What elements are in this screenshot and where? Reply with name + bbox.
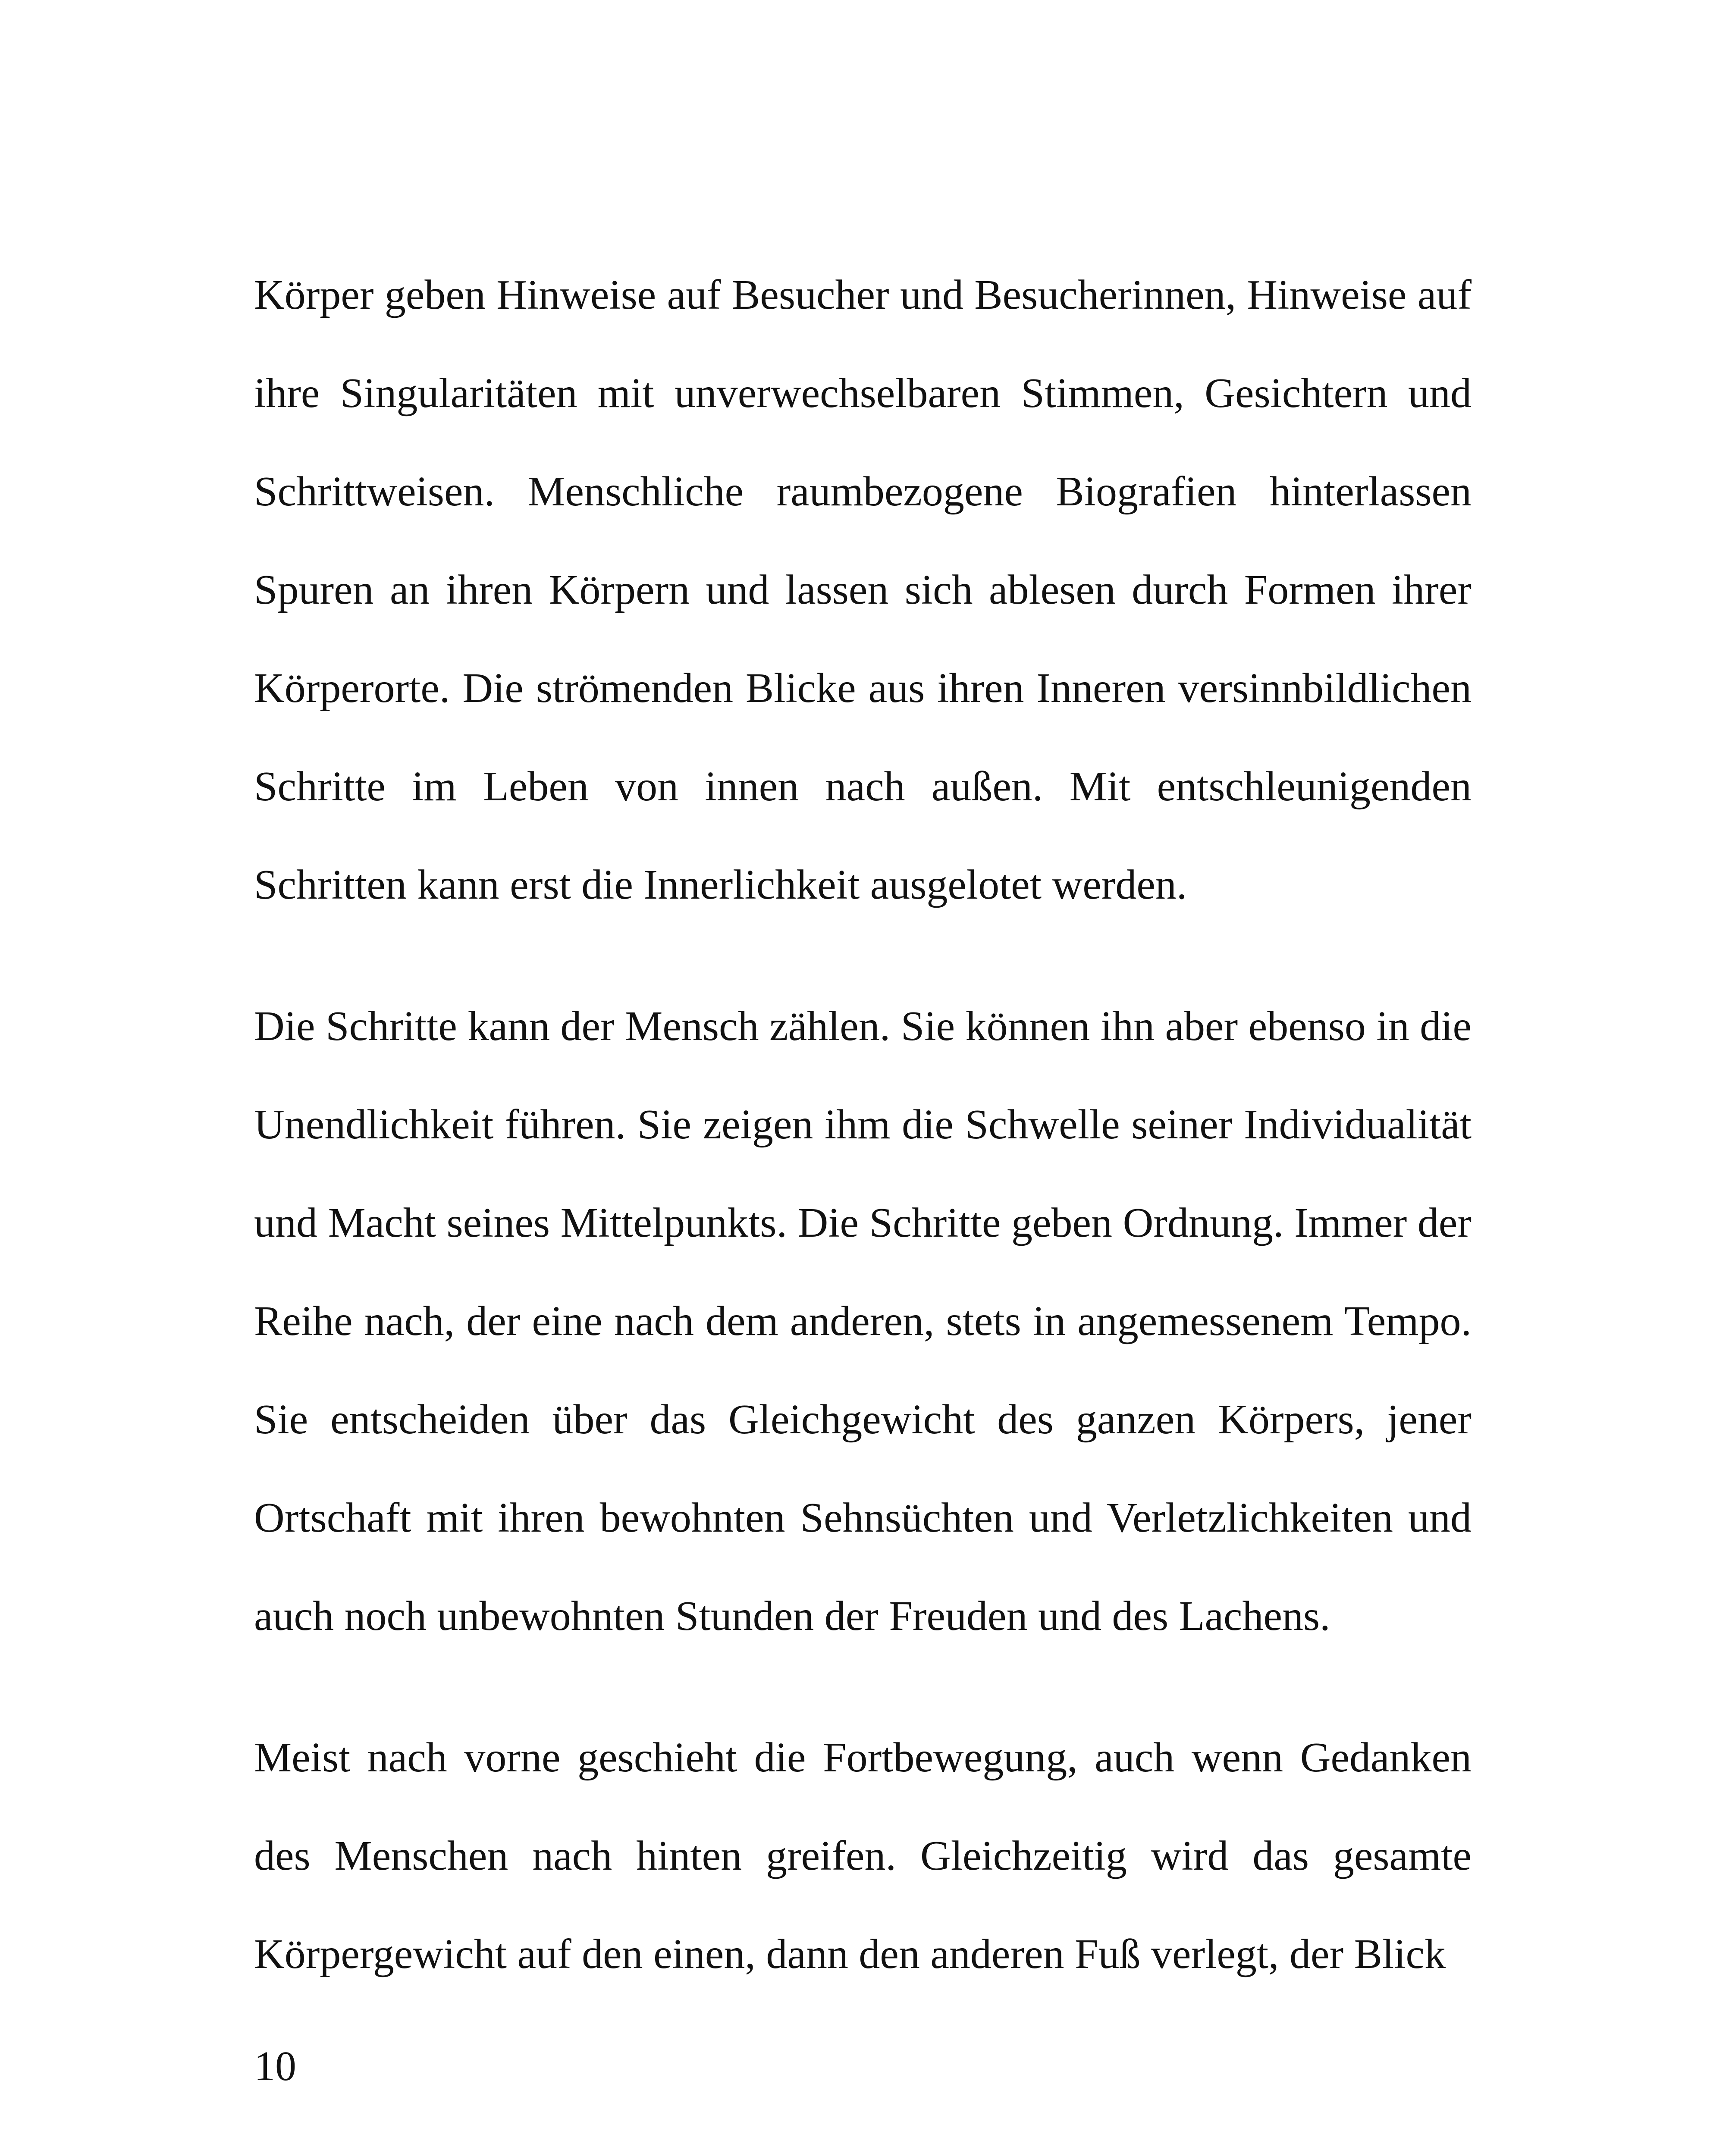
page-number: 10	[254, 2043, 296, 2090]
paragraph-3: Meist nach vorne geschieht die Fortbewegung, auch wenn Gedanken des Menschen nach hinten greifen. Gleichzeitig wird das gesamte Körpergewicht auf den einen, dann den anderen Fuß verlegt, der Blick	[254, 1734, 1472, 1977]
body-text	[254, 246, 1472, 2003]
paragraph-1: Körper geben Hinweise auf Besucher und Besucherinnen, Hinweise auf ihre Singularitäten mit unverwechselbaren Stimmen, Gesichtern und Schrittweisen. Menschliche raumbezogene Biografien hinterlassen Spuren an ihren Körpern und lassen sich ablesen durch Formen ihrer Körperorte. Die strömenden Blicke aus ihren Inneren versinnbildlichen Schritte im Leben von innen nach außen. Mit entschleunigenden Schritten kann erst die Innerlichkeit ausgelotet werden.	[254, 272, 1472, 908]
paragraph-2: Die Schritte kann der Mensch zählen. Sie können ihn aber ebenso in die Unendlichkeit führen. Sie zeigen ihm die Schwelle seiner Individualität und Macht seines Mittelpunkts. Die Schritte geben Ordnung. Immer der Reihe nach, der eine nach dem anderen, stets in angemessenem Tempo. Sie entscheiden über das Gleichgewicht des ganzen Körpers, jener Ortschaft mit ihren bewohnten Sehnsüchten und Verletzlichkeiten und auch noch unbewohnten Stunden der Freuden und des Lachens.	[254, 1003, 1472, 1639]
